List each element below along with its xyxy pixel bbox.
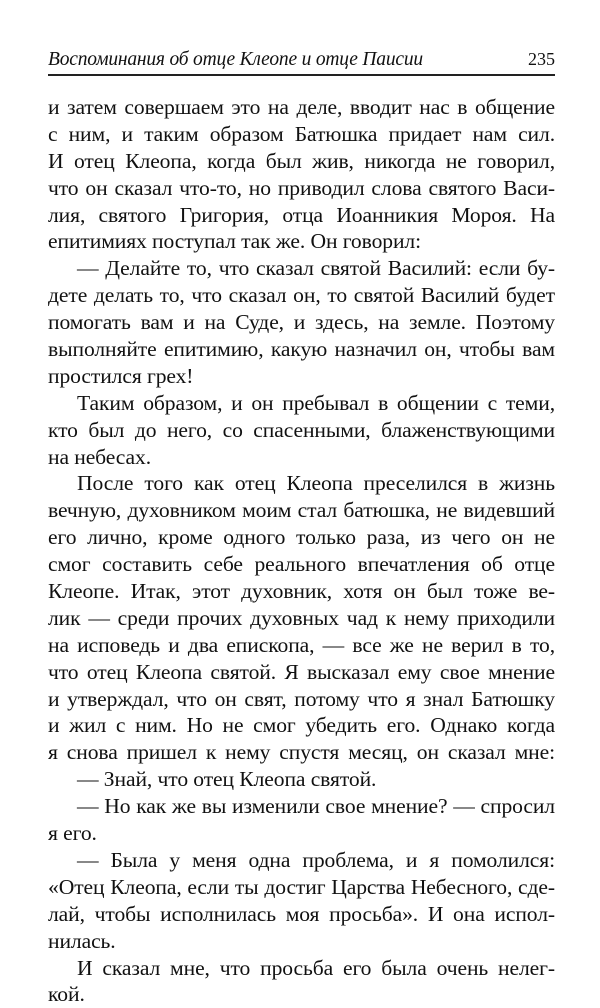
text-line: простился грех! xyxy=(48,363,194,388)
text-line: и затем совершаем это на деле, вводит нас в общение xyxy=(48,95,555,119)
text-line: И сказал мне, что просьба его была очень нелег- xyxy=(77,955,555,980)
text-line: я снова пришел к нему спустя месяц, он сказал мне: xyxy=(48,740,555,765)
text-line: После того как отец Клеопа преселился в жизнь xyxy=(77,471,555,496)
text-line: лай, чтобы исполнилась моя просьба». И она испол- xyxy=(48,901,555,926)
text-line: на исповедь и два епископа, — все же не верил в то, xyxy=(48,632,555,657)
text-line: «Отец Клеопа, если ты достиг Царства Небесного, сде- xyxy=(48,874,555,899)
text-line: и утверждал, что он свят, потому что я знал Батюшку xyxy=(48,686,555,711)
text-line: вечную, духовником моим стал батюшка, не видевший xyxy=(48,498,555,523)
text-line: помогать вам и на Суде, и здесь, на земле. Поэтому xyxy=(48,310,555,335)
text-line: что он сказал что-то, но приводил слова святого Васи- xyxy=(48,175,555,200)
text-line: его лично, кроме одного только раза, из чего он не xyxy=(48,525,555,550)
text-line: лик — среди прочих духовных чад к нему приходили xyxy=(48,605,555,630)
page-body-text xyxy=(48,94,555,1008)
text-line: — Но как же вы изменили свое мнение? — спросил xyxy=(77,794,555,819)
text-line: нилась. xyxy=(48,928,116,953)
text-line: Таким образом, и он пребывал в общении с теми, xyxy=(77,390,555,415)
page-number: 235 xyxy=(528,49,555,69)
text-line: с ним, и таким образом Батюшка придает нам сил. xyxy=(48,121,555,146)
running-header xyxy=(48,44,555,76)
running-title: Воспоминания об отце Клеопе и отце Паисии xyxy=(48,49,423,70)
text-line: и жил с ним. Но не смог убедить его. Однако когда xyxy=(48,713,555,738)
text-line: кой. xyxy=(48,982,85,1007)
text-line: — Была у меня одна проблема, и я помолился: xyxy=(77,847,555,872)
text-line: — Знай, что отец Клеопа святой. xyxy=(77,767,377,792)
text-line: что отец Клеопа святой. Я высказал ему свое мнение xyxy=(48,659,555,684)
text-line: — Делайте то, что сказал святой Василий: если бу- xyxy=(77,256,555,281)
text-line: смог составить себе реального впечатления об отце xyxy=(48,552,555,577)
text-line: епитимиях поступал так же. Он говорил: xyxy=(48,229,421,254)
text-line: я его. xyxy=(48,821,97,846)
text-line: И отец Клеопа, когда был жив, никогда не говорил, xyxy=(48,148,555,173)
text-line: выполняйте епитимию, какую назначил он, чтобы вам xyxy=(48,337,555,362)
text-line: на небесах. xyxy=(48,444,152,469)
text-line: Клеопе. Итак, этот духовник, хотя он был тоже ве- xyxy=(48,579,555,604)
text-line: дете делать то, что сказал он, то святой Василий будет xyxy=(48,283,555,308)
text-line: лия, святого Григория, отца Иоанникия Мороя. На xyxy=(48,202,555,227)
text-line: кто был до него, со спасенными, блаженствующими xyxy=(48,417,555,442)
